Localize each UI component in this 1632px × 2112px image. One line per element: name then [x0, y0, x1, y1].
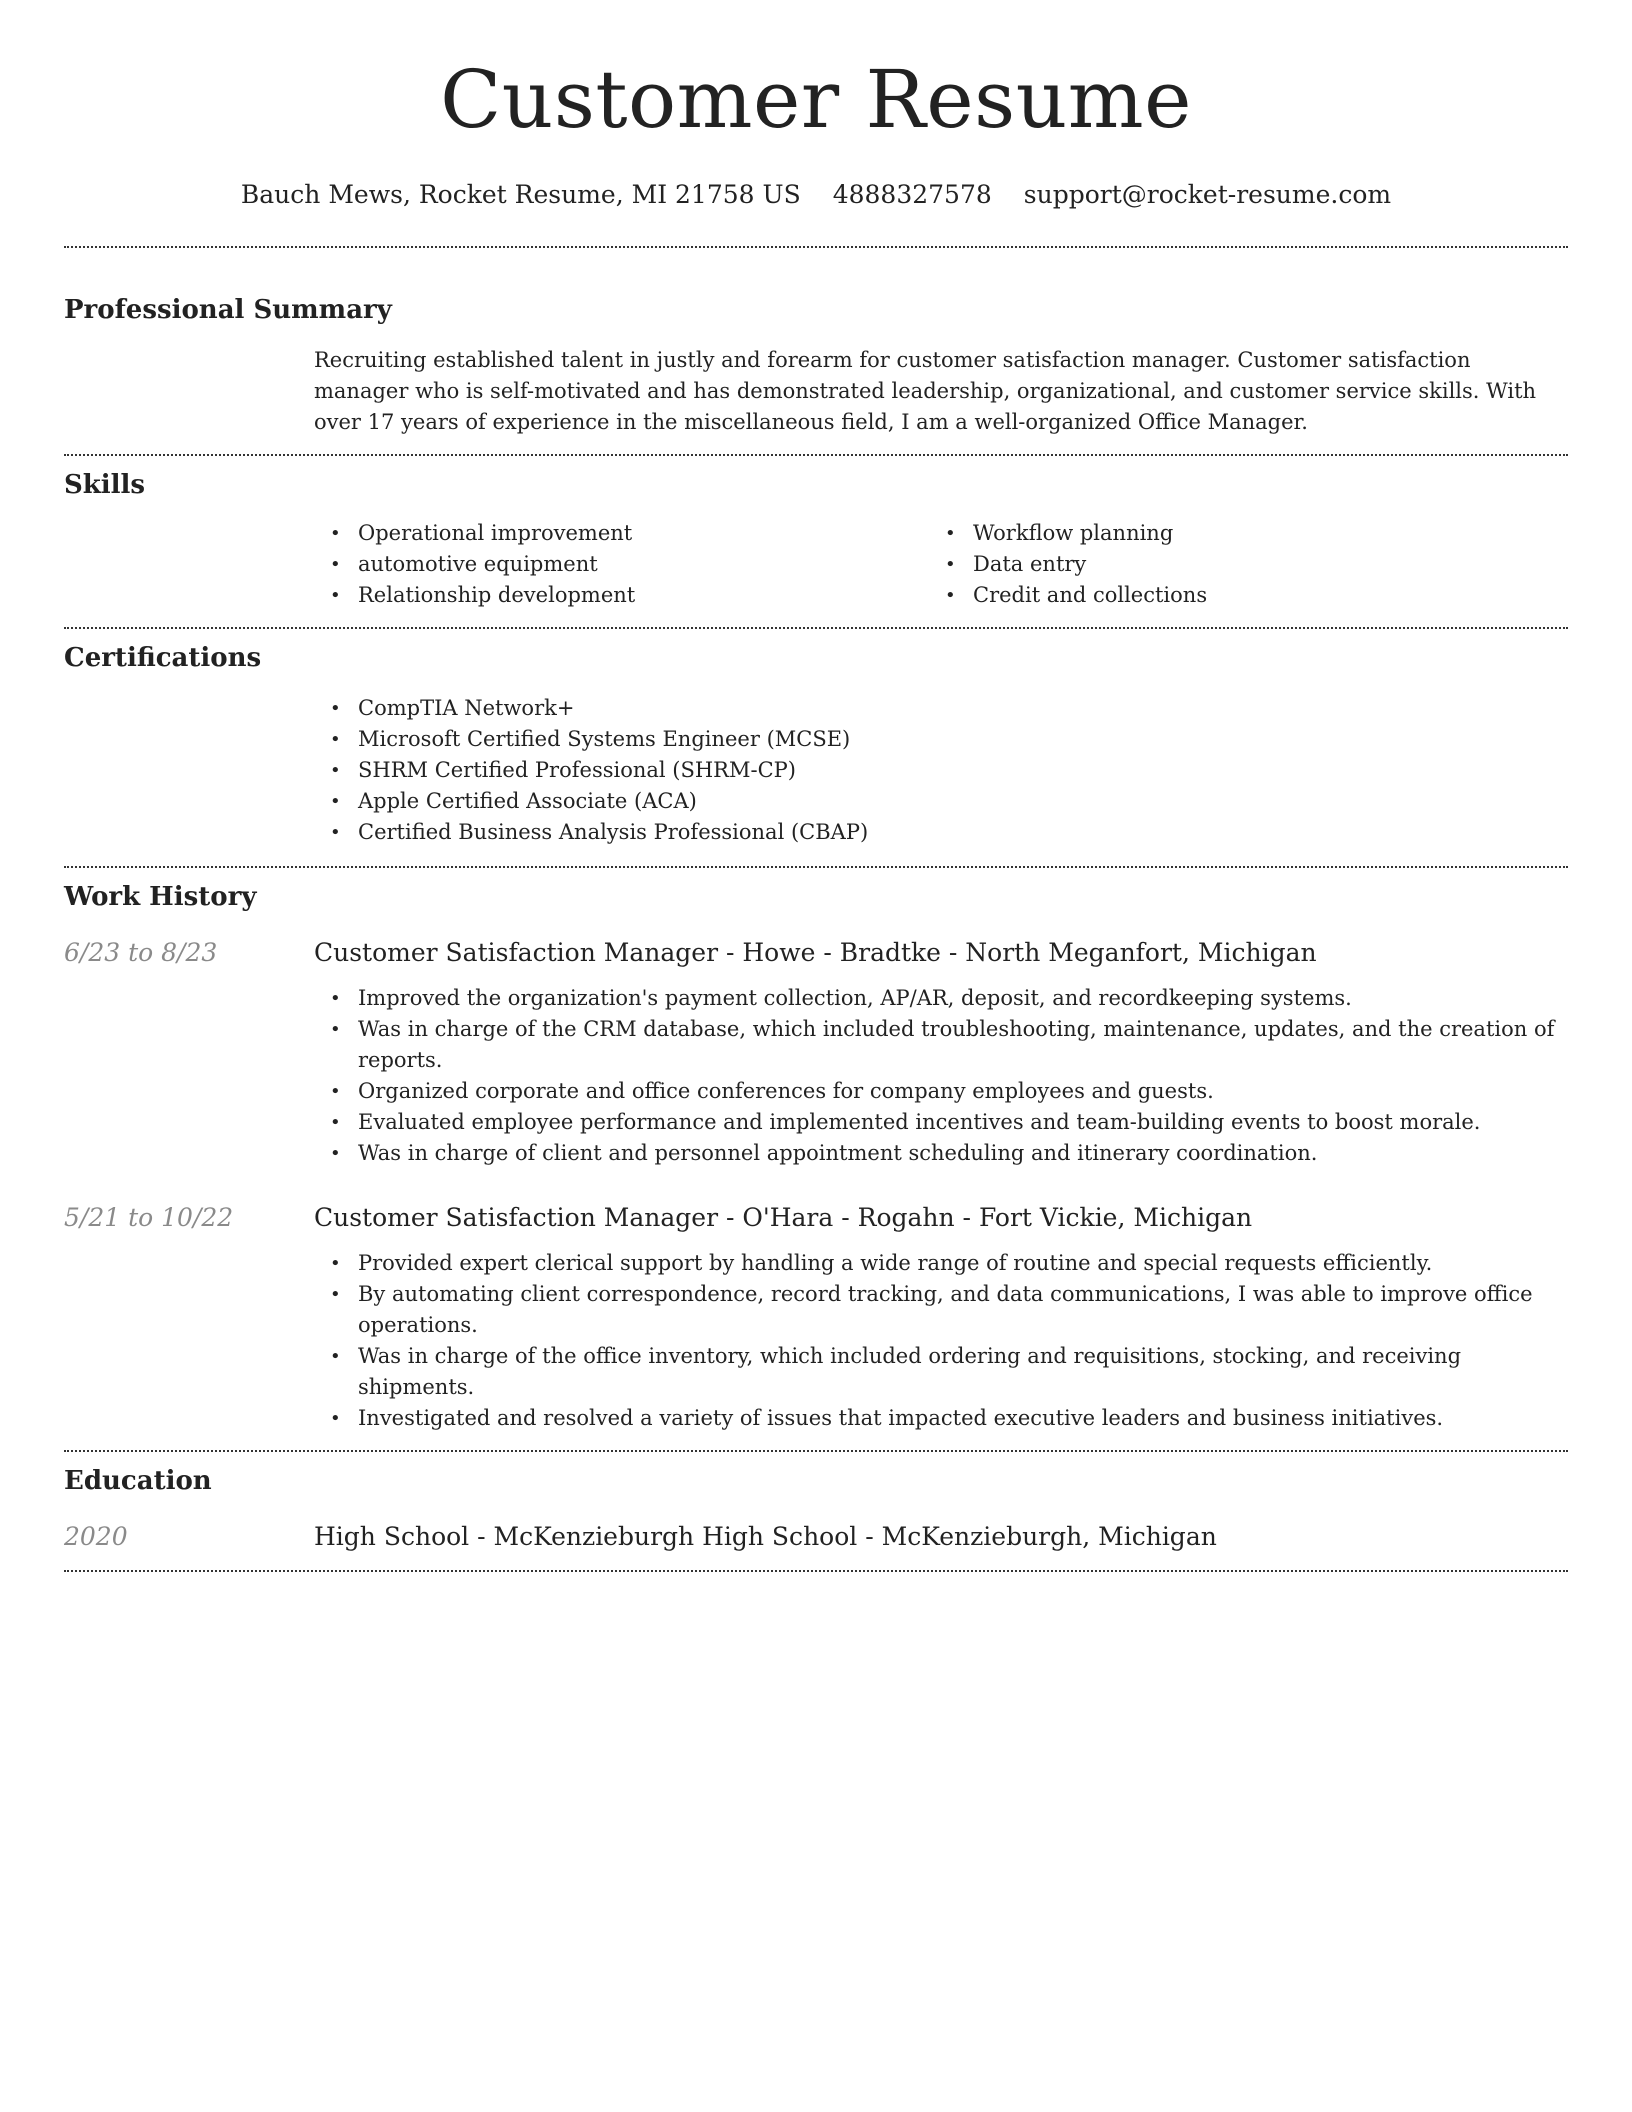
job-title: Customer Satisfaction Manager - O'Hara - Rogahn - Fort Vickie, Michigan: [314, 1203, 1253, 1232]
section-heading-skills: Skills: [64, 470, 146, 500]
resume-title: Customer Resume: [440, 53, 1192, 146]
certification-item: • Certified Business Analysis Professional (CBAP): [314, 817, 1568, 848]
skill-item: • Data entry: [929, 549, 1544, 580]
contact-email: support@rocket-resume.com: [1023, 180, 1392, 209]
certifications-section: [64, 629, 1568, 848]
skills-list-right: [929, 518, 1544, 611]
work-history-section: [64, 868, 1568, 1434]
job-bullet: • Investigated and resolved a variety of issues that impacted executive leaders and business initiatives.: [314, 1403, 1568, 1434]
job-dates: 6/23 to 8/23: [64, 938, 218, 967]
skills-section: [64, 456, 1568, 611]
job-bullet: • Improved the organization's payment collection, AP/AR, deposit, and recordkeeping systems.: [314, 983, 1568, 1014]
job-bullets: [314, 1248, 1568, 1434]
certification-item: • Apple Certified Associate (ACA): [314, 786, 1568, 817]
job-bullet: • By automating client correspondence, record tracking, and data communications, I was able to improve office operations.: [314, 1279, 1568, 1341]
summary-text: Recruiting established talent in justly and forearm for customer satisfaction manager. Customer satisfaction manager who is self-motivated and has demonstrated leadership, organizational, and customer service skills. With over 17 years of experience in the miscellaneous field, I am a well-organized Office Manager.: [314, 348, 1537, 434]
job-bullet: • Evaluated employee performance and implemented incentives and team-building events to boost morale.: [314, 1107, 1568, 1138]
job-bullet: • Provided expert clerical support by handling a wide range of routine and special requests efficiently.: [314, 1248, 1568, 1279]
job-bullet: • Was in charge of the office inventory, which included ordering and requisitions, stocking, and receiving shipments.: [314, 1341, 1568, 1403]
education-entry: High School - McKenzieburgh High School - McKenzieburgh, Michigan: [314, 1522, 1217, 1551]
section-heading-work-history: Work History: [64, 882, 257, 912]
section-heading-summary: Professional Summary: [64, 295, 392, 325]
job-bullet: • Organized corporate and office conferences for company employees and guests.: [314, 1076, 1568, 1107]
certifications-list: [314, 693, 1568, 848]
certification-item: • SHRM Certified Professional (SHRM-CP): [314, 755, 1568, 786]
job-dates: 5/21 to 10/22: [64, 1203, 234, 1232]
skill-item: • Credit and collections: [929, 580, 1544, 611]
skill-item: • Relationship development: [314, 580, 929, 611]
job-bullet: • Was in charge of the CRM database, which included troubleshooting, maintenance, updates, and the creation of reports.: [314, 1014, 1568, 1076]
job-bullet: • Was in charge of client and personnel appointment scheduling and itinerary coordination.: [314, 1138, 1568, 1169]
skill-item: • automotive equipment: [314, 549, 929, 580]
skill-item: • Workflow planning: [929, 518, 1544, 549]
contact-address: Bauch Mews, Rocket Resume, MI 21758 US: [240, 180, 801, 209]
certification-item: • CompTIA Network+: [314, 693, 1568, 724]
job-bullets: [314, 983, 1568, 1169]
section-heading-education: Education: [64, 1466, 212, 1496]
section-heading-certifications: Certifications: [64, 643, 262, 673]
skills-list-left: [314, 518, 929, 611]
certification-item: • Microsoft Certified Systems Engineer (MCSE): [314, 724, 1568, 755]
education-year: 2020: [64, 1522, 128, 1551]
job-entry: [64, 1201, 1568, 1434]
divider: [64, 1570, 1568, 1572]
contact-line: [64, 178, 1568, 212]
summary-section: [64, 248, 1568, 438]
job-entry: [64, 936, 1568, 1169]
skill-item: • Operational improvement: [314, 518, 929, 549]
job-title: Customer Satisfaction Manager - Howe - Bradtke - North Meganfort, Michigan: [314, 938, 1317, 967]
education-section: [64, 1452, 1568, 1554]
contact-phone: 4888327578: [832, 180, 992, 209]
